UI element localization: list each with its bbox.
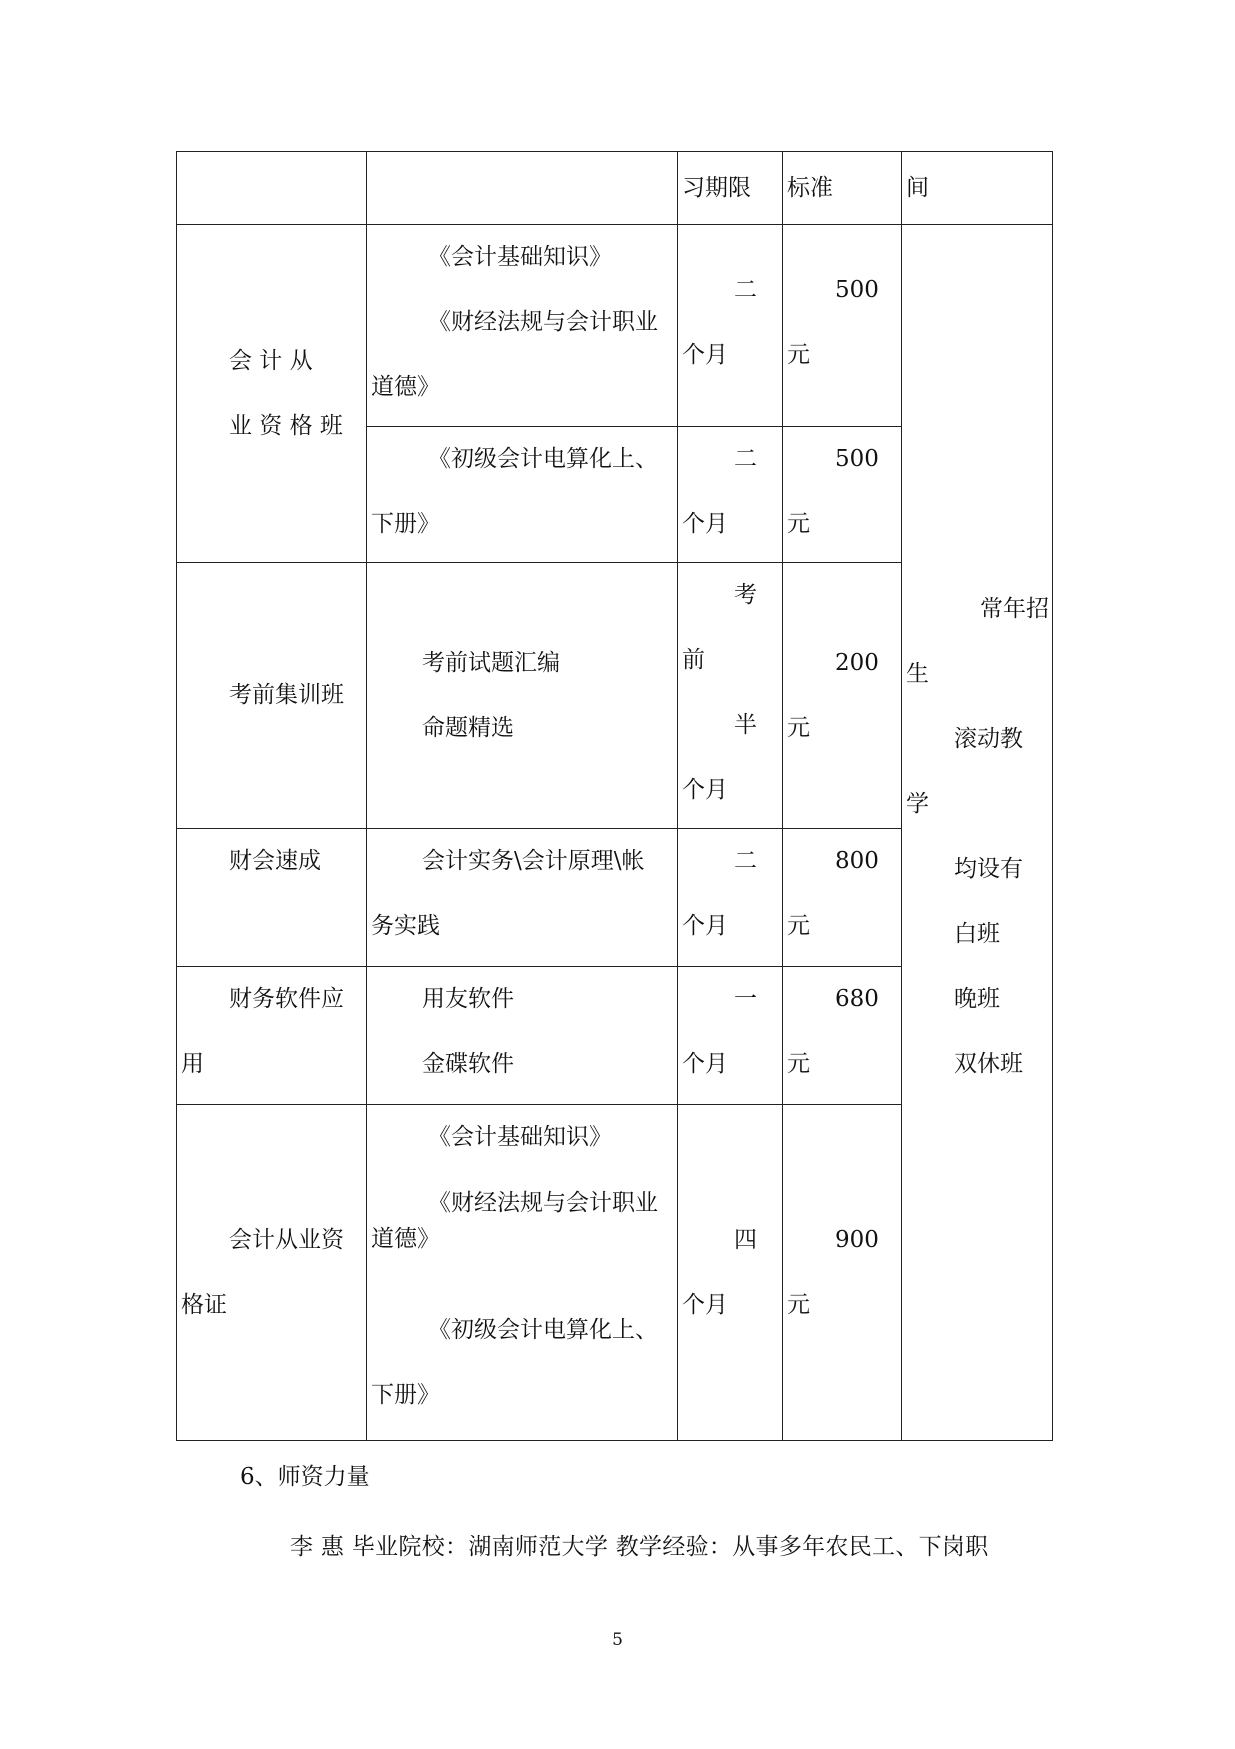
header-cell-period: 习期限 <box>678 152 783 225</box>
course-period-cell: 二 个月 <box>678 829 783 967</box>
course-name-cell: 考前集训班 <box>177 563 367 829</box>
course-name-cell: 财会速成 <box>177 829 367 967</box>
schedule-cell: 常年招 生 滚动教 学 均设有 白班 晚班 双休班 <box>902 225 1053 1441</box>
course-content-cell: 考前试题汇编 命题精选 <box>367 563 678 829</box>
table-header-row <box>177 152 1053 225</box>
header-cell-time: 间 <box>902 152 1053 225</box>
course-name-cell: 会计从业资 格证 <box>177 1105 367 1441</box>
course-period-cell: 一 个月 <box>678 967 783 1105</box>
course-table <box>176 151 1053 1441</box>
course-content-cell: 用友软件 金碟软件 <box>367 967 678 1105</box>
page-number: 5 <box>612 1630 623 1650</box>
header-cell-fee: 标准 <box>783 152 902 225</box>
course-content-cell: 《初级会计电算化上、 下册》 <box>367 427 678 563</box>
header-cell-content <box>367 152 678 225</box>
course-name-cell: 会 计 从 业 资 格 班 <box>177 225 367 563</box>
course-name-cell: 财务软件应 用 <box>177 967 367 1105</box>
course-fee-cell: 500 元 <box>783 427 902 563</box>
section-heading: 6、师资力量 <box>240 1464 370 1490</box>
course-period-cell: 二 个月 <box>678 225 783 427</box>
course-period-cell: 考 前 半 个月 <box>678 563 783 829</box>
header-cell-name <box>177 152 367 225</box>
course-period-cell: 四 个月 <box>678 1105 783 1441</box>
course-content-cell: 《会计基础知识》 《财经法规与会计职业 道德》 <box>367 225 678 427</box>
course-content-cell: 会计实务\会计原理\帐 务实践 <box>367 829 678 967</box>
course-fee-cell: 500 元 <box>783 225 902 427</box>
course-fee-cell: 900 元 <box>783 1105 902 1441</box>
course-period-cell: 二 个月 <box>678 427 783 563</box>
course-fee-cell: 200 元 <box>783 563 902 829</box>
course-fee-cell: 680 元 <box>783 967 902 1105</box>
course-fee-cell: 800 元 <box>783 829 902 967</box>
table-row <box>177 225 1053 427</box>
course-content-cell: 《会计基础知识》 《财经法规与会计职业 道德》 《初级会计电算化上、 下册》 <box>367 1105 678 1441</box>
teacher-line: 李 惠 毕业院校：湖南师范大学 教学经验：从事多年农民工、下岗职 <box>290 1534 989 1560</box>
